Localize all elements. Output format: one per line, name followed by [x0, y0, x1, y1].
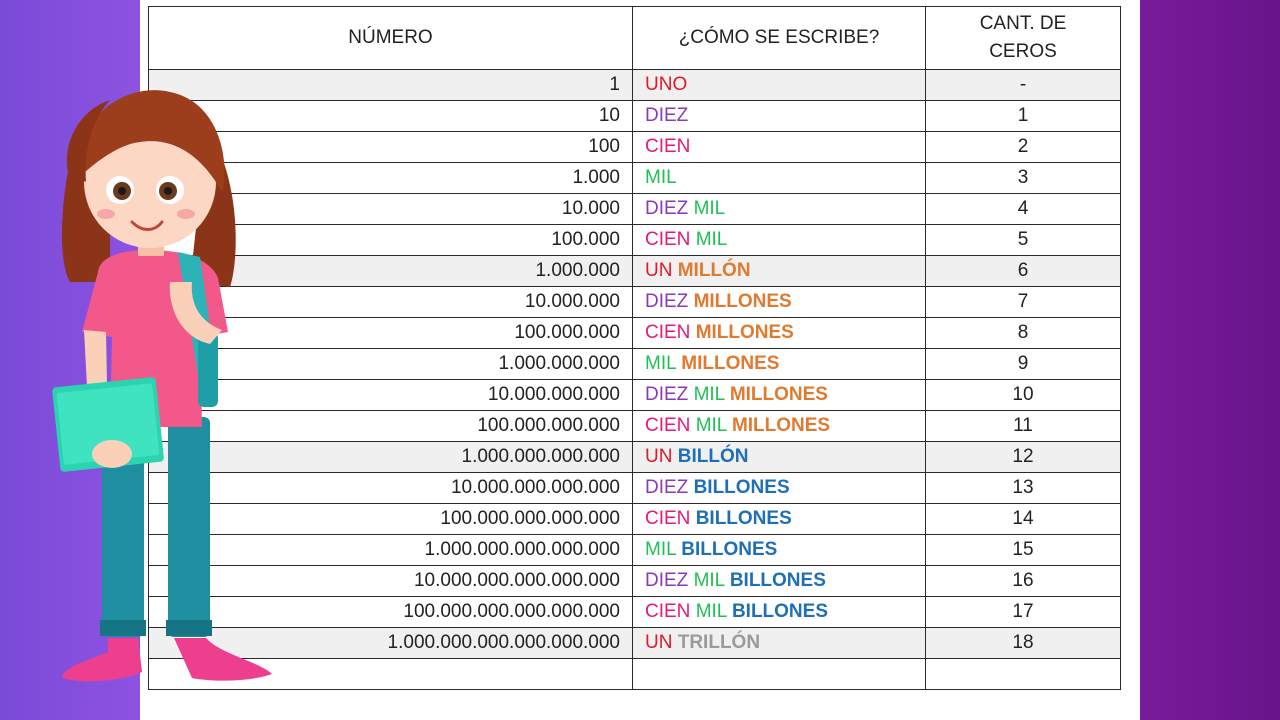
zero-count-cell: 12	[926, 442, 1121, 473]
table-row	[149, 473, 1121, 504]
zero-count-cell: 15	[926, 535, 1121, 566]
number-cell: 1.000.000.000.000	[149, 442, 633, 473]
written-word: BILLONES	[693, 477, 790, 498]
table-row	[149, 132, 1121, 163]
written-form-cell	[633, 628, 926, 659]
written-word: MIL	[693, 570, 725, 591]
table-row	[149, 628, 1121, 659]
written-word: MIL	[695, 229, 728, 250]
written-word: DIEZ	[645, 198, 689, 219]
number-names-table	[148, 6, 1121, 690]
written-word: MILLONES	[729, 384, 828, 405]
zero-count-cell: 10	[926, 380, 1121, 411]
written-form-cell	[633, 380, 926, 411]
written-word: DIEZ	[645, 570, 689, 591]
table-row	[149, 194, 1121, 225]
number-cell: 1.000	[149, 163, 633, 194]
written-word: TRILLÓN	[677, 632, 761, 653]
written-word: CIEN	[645, 136, 691, 157]
zero-count-cell: 11	[926, 411, 1121, 442]
written-word: UN	[645, 446, 673, 467]
zero-count-cell: 14	[926, 504, 1121, 535]
number-cell: 10	[149, 101, 633, 132]
written-word: UNO	[645, 74, 688, 95]
number-cell: 10.000.000	[149, 287, 633, 318]
written-word: UN	[645, 632, 673, 653]
written-word: UN	[645, 260, 673, 281]
written-form-cell	[633, 566, 926, 597]
written-form-cell	[633, 101, 926, 132]
zero-count-cell: 8	[926, 318, 1121, 349]
number-cell: 10.000.000.000.000.000	[149, 566, 633, 597]
written-word: DIEZ	[645, 105, 689, 126]
number-cell: 10.000.000.000	[149, 380, 633, 411]
written-word: DIEZ	[645, 477, 689, 498]
written-form-cell	[633, 442, 926, 473]
written-word: MILLÓN	[677, 260, 751, 281]
empty-cell	[633, 659, 926, 690]
header-number: NÚMERO	[149, 7, 633, 70]
header-zero-count-line1: CANT. DE	[979, 13, 1067, 34]
zero-count-cell: 17	[926, 597, 1121, 628]
number-cell: 1.000.000.000.000.000	[149, 535, 633, 566]
written-word: MIL	[645, 539, 676, 560]
written-form-cell	[633, 349, 926, 380]
zero-count-cell: 3	[926, 163, 1121, 194]
written-word: MIL	[695, 415, 727, 436]
zero-count-cell: 7	[926, 287, 1121, 318]
written-form-cell	[633, 411, 926, 442]
number-cell: 100.000	[149, 225, 633, 256]
number-cell: 100.000.000	[149, 318, 633, 349]
empty-row	[149, 659, 1121, 690]
zero-count-cell: 18	[926, 628, 1121, 659]
written-word: MILLONES	[693, 291, 792, 312]
written-word: CIEN	[645, 601, 691, 622]
written-word: MILLONES	[731, 415, 831, 436]
table-header-row	[149, 7, 1121, 70]
written-word: BILLONES	[681, 539, 778, 560]
header-zero-count-line2: CEROS	[989, 41, 1057, 62]
table-row	[149, 225, 1121, 256]
zero-count-cell: 1	[926, 101, 1121, 132]
written-form-cell	[633, 473, 926, 504]
written-word: MIL	[645, 353, 676, 374]
table-row	[149, 256, 1121, 287]
zero-count-cell: 2	[926, 132, 1121, 163]
number-cell: 1.000.000	[149, 256, 633, 287]
zero-count-cell: 5	[926, 225, 1121, 256]
table-row	[149, 411, 1121, 442]
table-row	[149, 163, 1121, 194]
number-cell: 10.000	[149, 194, 633, 225]
empty-cell	[926, 659, 1121, 690]
table-row	[149, 380, 1121, 411]
table-row	[149, 566, 1121, 597]
written-form-cell	[633, 597, 926, 628]
written-word: MIL	[693, 384, 725, 405]
written-form-cell	[633, 70, 926, 101]
number-cell: 100.000.000.000	[149, 411, 633, 442]
written-form-cell	[633, 225, 926, 256]
number-cell: 1	[149, 70, 633, 101]
written-word: MIL	[693, 198, 726, 219]
written-word: BILLÓN	[677, 446, 749, 467]
zero-count-cell: 9	[926, 349, 1121, 380]
zero-count-cell: 4	[926, 194, 1121, 225]
written-form-cell	[633, 256, 926, 287]
number-cell: 1.000.000.000	[149, 349, 633, 380]
number-cell: 100.000.000.000.000.000	[149, 597, 633, 628]
written-form-cell	[633, 163, 926, 194]
written-word: DIEZ	[645, 384, 689, 405]
zero-count-cell: -	[926, 70, 1121, 101]
written-word: MIL	[645, 167, 677, 188]
table-body	[149, 70, 1121, 690]
zero-count-cell: 13	[926, 473, 1121, 504]
written-form-cell	[633, 287, 926, 318]
table-row	[149, 318, 1121, 349]
number-cell: 100	[149, 132, 633, 163]
table-row	[149, 442, 1121, 473]
zero-count-cell: 16	[926, 566, 1121, 597]
written-word: MIL	[695, 601, 727, 622]
written-word: CIEN	[645, 508, 691, 529]
table-row	[149, 287, 1121, 318]
header-how-written: ¿CÓMO SE ESCRIBE?	[633, 7, 926, 70]
table-row	[149, 535, 1121, 566]
number-cell: 100.000.000.000.000	[149, 504, 633, 535]
written-form-cell	[633, 504, 926, 535]
number-cell: 10.000.000.000.000	[149, 473, 633, 504]
written-word: BILLONES	[729, 570, 826, 591]
written-form-cell	[633, 194, 926, 225]
zero-count-cell: 6	[926, 256, 1121, 287]
written-word: CIEN	[645, 229, 691, 250]
written-word: BILLONES	[731, 601, 828, 622]
written-word: MILLONES	[695, 322, 794, 343]
written-form-cell	[633, 318, 926, 349]
girl-with-backpack-and-book-icon	[50, 82, 290, 692]
number-cell: 1.000.000.000.000.000.000	[149, 628, 633, 659]
written-word: CIEN	[645, 322, 691, 343]
written-word: MILLONES	[681, 353, 780, 374]
written-word: BILLONES	[695, 508, 792, 529]
written-form-cell	[633, 132, 926, 163]
table-row	[149, 70, 1121, 101]
header-zero-count	[926, 7, 1121, 70]
table-row	[149, 101, 1121, 132]
written-word: DIEZ	[645, 291, 689, 312]
table-row	[149, 504, 1121, 535]
table-row	[149, 349, 1121, 380]
written-word: CIEN	[645, 415, 691, 436]
table-row	[149, 597, 1121, 628]
written-form-cell	[633, 535, 926, 566]
